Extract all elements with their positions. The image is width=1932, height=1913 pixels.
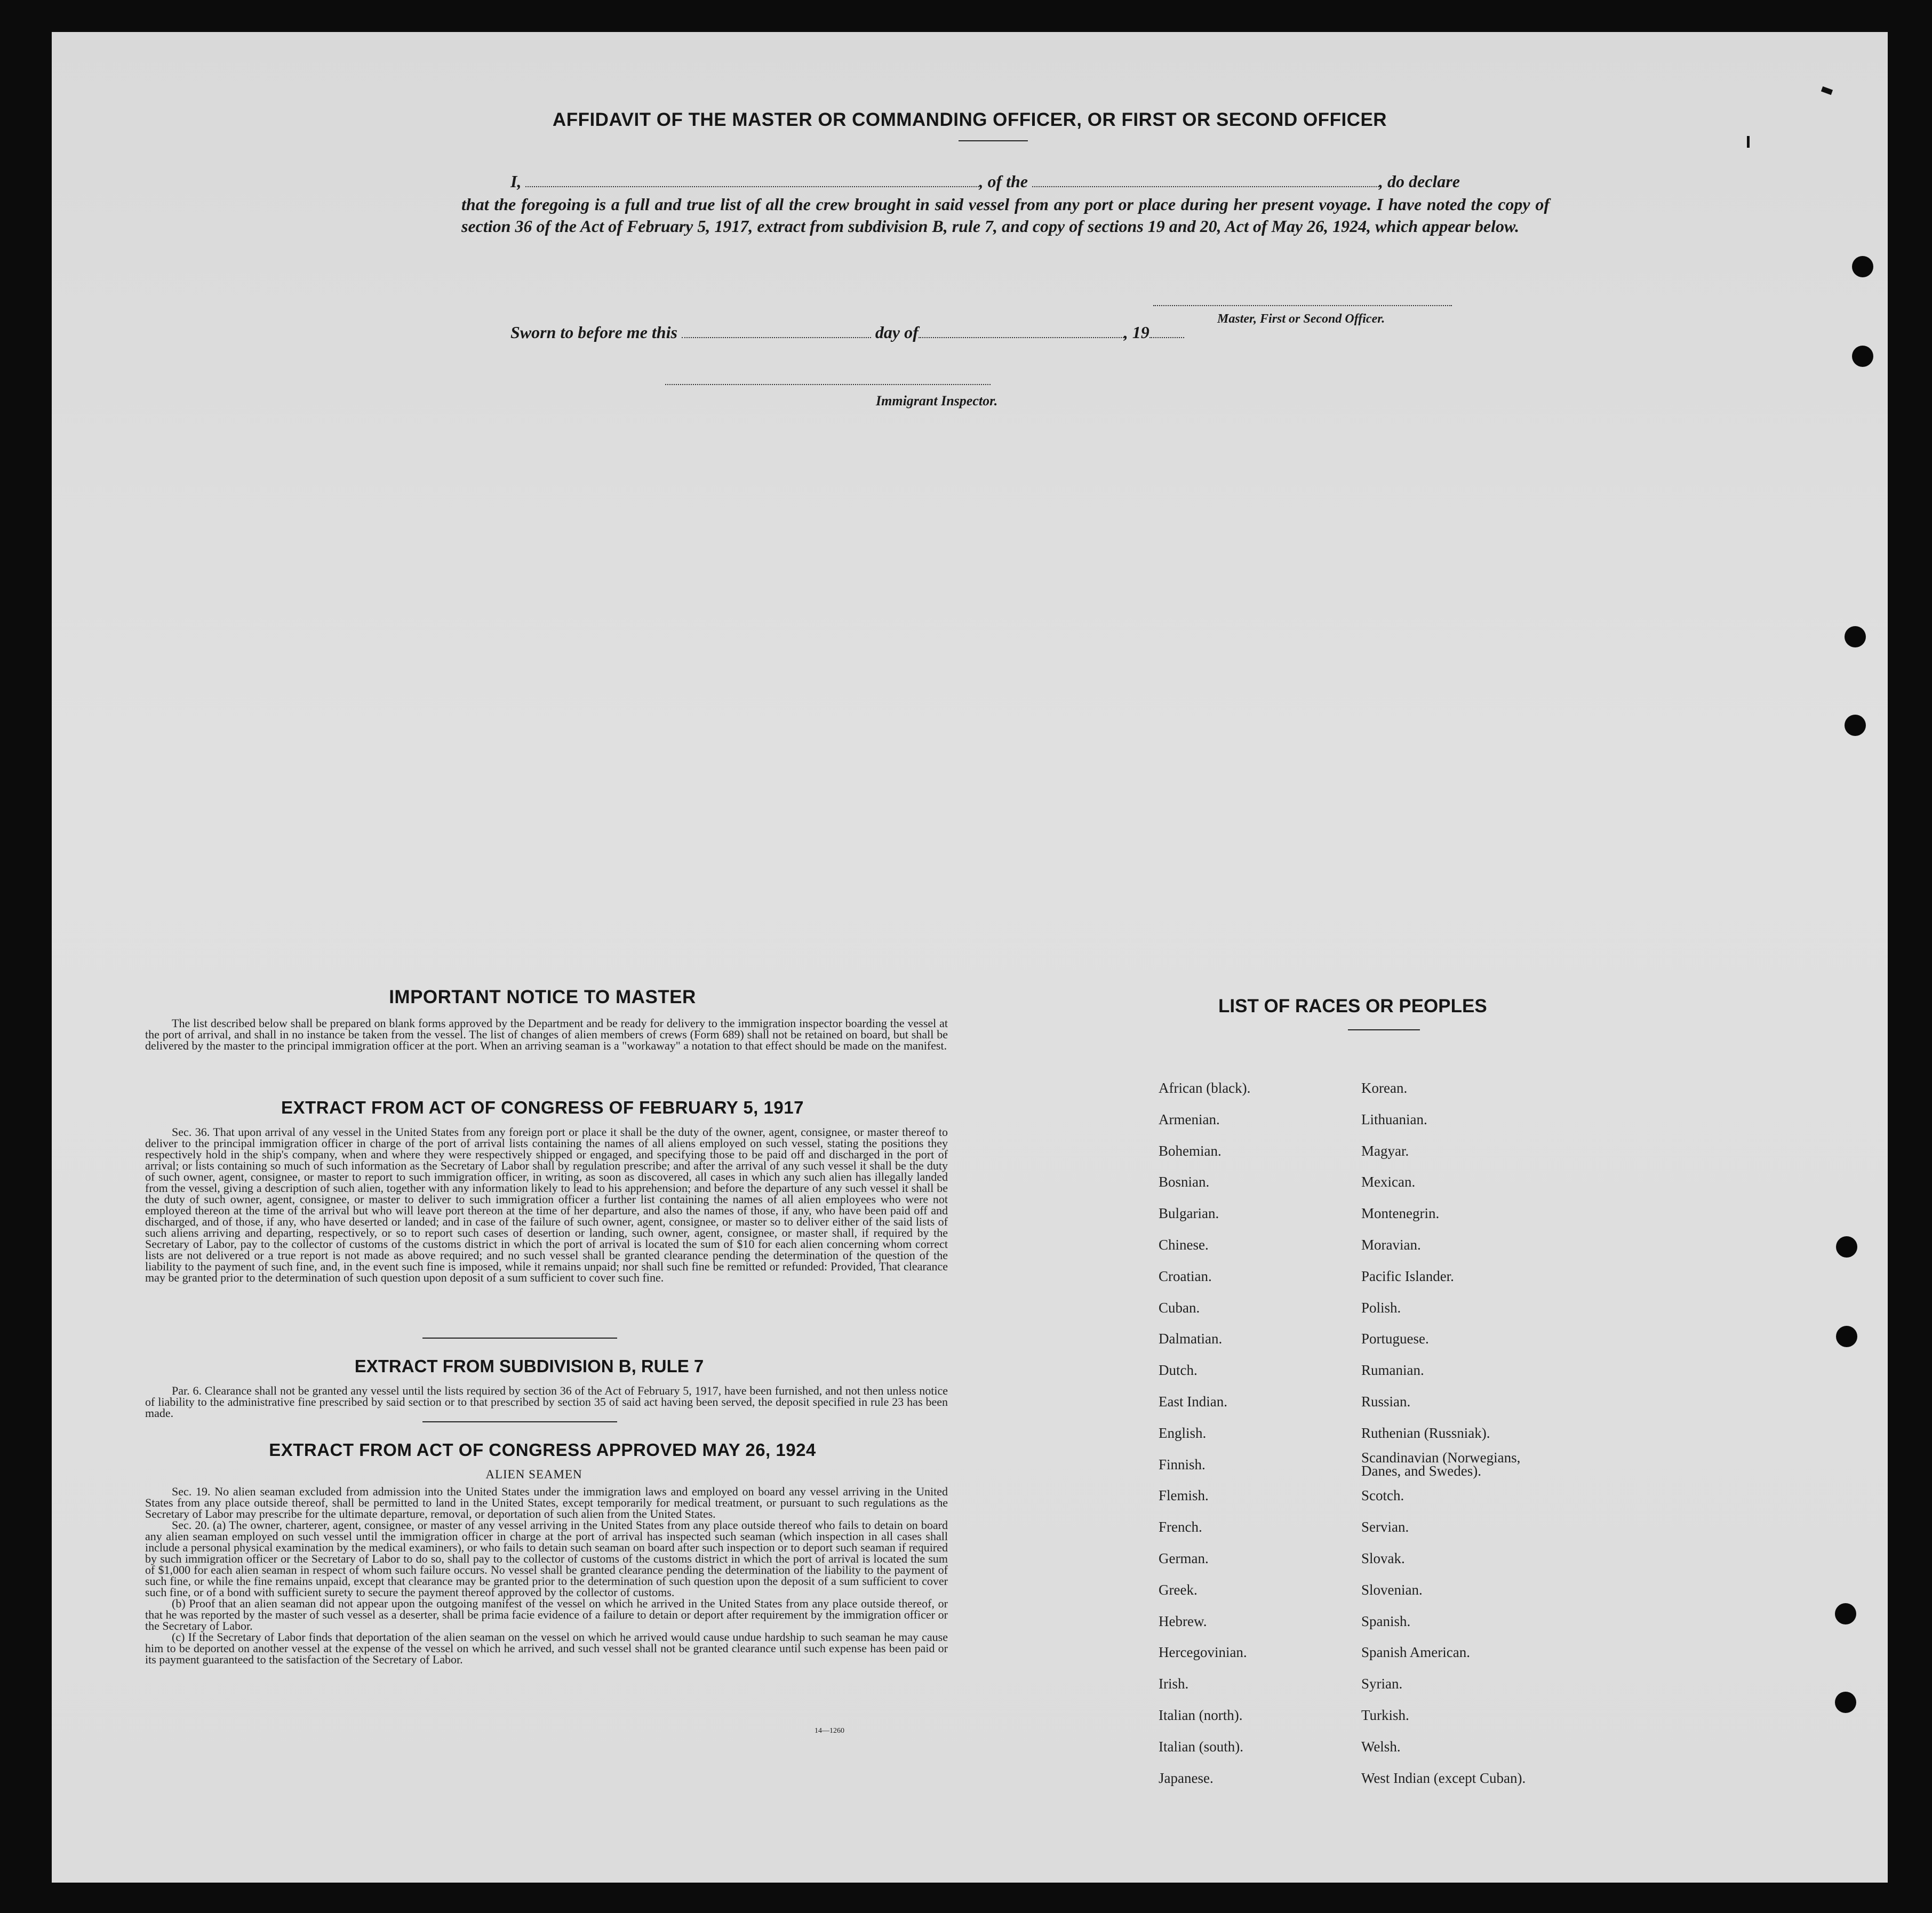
race-item: Pacific Islander. xyxy=(1361,1268,1454,1284)
binder-hole xyxy=(1845,626,1866,647)
race-item: Irish. xyxy=(1159,1676,1189,1692)
ink-mark xyxy=(1747,136,1750,148)
race-item: Hercegovinian. xyxy=(1159,1644,1247,1661)
race-item: Turkish. xyxy=(1361,1707,1409,1723)
extract-rule7-title: EXTRACT FROM SUBDIVISION B, RULE 7 xyxy=(354,1356,704,1376)
race-item: Montenegrin. xyxy=(1361,1205,1440,1222)
sworn-day-of: day of xyxy=(875,323,919,342)
inspector-signature-blank[interactable] xyxy=(665,384,991,385)
sec-20a-paragraph: Sec. 20. (a) The owner, charterer, agent, consignee, or master of any vessel arriving in the United States from any place outside thereof who fails to detain on board any alien seaman employed on such vessel until the immigration officer in charge at the port of arrival has inspected such seaman (which inspection in all cases shall include a personal physical examination by the medical examiners), or who fails to detain such seaman on board after such inspection or to deport such seaman if required by such immigration officer or the Secretary of Labor to do so, shall pay to the collector of customs of the customs district in which the port of arrival is located the sum of $1,000 for each alien seaman in respect of whom such failure occurs. No vessel shall be granted clearance pending the determination of the liability to the payment of such fine, or while the fine remains unpaid, except that clearance may be granted prior to the determination of such question upon the deposit of a sum sufficient to cover such fine, or of a bond with sufficient surety to secure the payment thereof approved by the collector of customs. xyxy=(145,1518,948,1599)
affidavit-title: AFFIDAVIT OF THE MASTER OR COMMANDING OFFICER, OR FIRST OR SECOND OFFICER xyxy=(552,109,1387,130)
sworn-line xyxy=(510,323,1184,342)
sworn-month-blank[interactable] xyxy=(919,337,1124,338)
sworn-prefix: Sworn to before me this xyxy=(510,323,677,342)
notice-title: IMPORTANT NOTICE TO MASTER xyxy=(389,987,696,1007)
race-item: Bosnian. xyxy=(1159,1174,1210,1190)
race-item: Russian. xyxy=(1361,1394,1411,1410)
race-item: Spanish American. xyxy=(1361,1644,1470,1661)
par-6-paragraph: Par. 6. Clearance shall not be granted any vessel until the lists required by section 36 of the Act of February 5, 1917, have been furnished, and not then unless notice of liability to the administrative fine prescribed by said section or to that prescribed by section 35 of said act having been served, the deposit specified in rule 23 has been made. xyxy=(145,1384,948,1420)
sec-20b-paragraph: (b) Proof that an alien seaman did not appear upon the outgoing manifest of the vessel on which he arrived in the United States from any place outside thereof, or that he was reported by the master of such vessel as a deserter, shall be prima facie evidence of a failure to detain or deport after requirement by the immigration officer or the Secretary of Labor. xyxy=(145,1597,948,1632)
race-item: Korean. xyxy=(1361,1080,1408,1096)
affidavit-title-rule xyxy=(959,140,1028,141)
race-item: Scandinavian (Norwegians, Danes, and Swedes). xyxy=(1361,1449,1521,1479)
race-item: Slovenian. xyxy=(1361,1581,1423,1598)
race-item: East Indian. xyxy=(1159,1394,1227,1410)
declarant-name-blank[interactable] xyxy=(525,186,979,187)
race-item: West Indian (except Cuban). xyxy=(1361,1770,1526,1786)
race-item: German. xyxy=(1159,1550,1209,1566)
race-item: Dalmatian. xyxy=(1159,1331,1223,1347)
race-item: Welsh. xyxy=(1361,1738,1401,1755)
binder-hole xyxy=(1836,1236,1857,1258)
vessel-prefix: , of the xyxy=(979,172,1028,191)
race-item: Portuguese. xyxy=(1361,1331,1429,1347)
race-item: Rumanian. xyxy=(1361,1362,1424,1379)
extract-1917-title: EXTRACT FROM ACT OF CONGRESS OF FEBRUARY 5, 1917 xyxy=(281,1098,804,1117)
binder-hole xyxy=(1835,1692,1856,1713)
race-item: Ruthenian (Russniak). xyxy=(1361,1424,1490,1441)
race-item: Lithuanian. xyxy=(1361,1111,1427,1127)
affidavit-body: that the foregoing is a full and true list of all the crew brought in said vessel from any port or place during her present voyage. I have noted the copy of section 36 of the Act of February 5, 1917, extract from subdivision B, rule 7, and copy of sections 19 and 20, Act of May 26, 1924, which appear below. xyxy=(461,195,1550,236)
race-item: Bulgarian. xyxy=(1159,1205,1219,1222)
race-item: Syrian. xyxy=(1361,1676,1403,1692)
race-item: Croatian. xyxy=(1159,1268,1212,1284)
sworn-day-blank[interactable] xyxy=(682,337,871,338)
form-sheet xyxy=(52,32,1888,1883)
race-item: Scotch. xyxy=(1361,1487,1404,1504)
race-item: Hebrew. xyxy=(1159,1613,1207,1629)
race-item: Slovak. xyxy=(1361,1550,1405,1566)
sworn-year: , 19 xyxy=(1123,323,1149,342)
divider-rule-2 xyxy=(422,1421,617,1422)
binder-hole xyxy=(1845,715,1866,736)
race-item: Finnish. xyxy=(1159,1456,1205,1472)
race-item: Armenian. xyxy=(1159,1111,1220,1127)
race-item: Moravian. xyxy=(1361,1237,1421,1253)
race-item: Chinese. xyxy=(1159,1237,1209,1253)
race-item: African (black). xyxy=(1159,1080,1251,1096)
sec-20c-paragraph: (c) If the Secretary of Labor finds that deportation of the alien seaman on the vessel on which he arrived would cause undue hardship to such seaman he may cause him to be deported on another vessel at the expense of the vessel on which he arrived, and such vessel shall not be granted clearance until such expense has been paid or its payment guaranteed to the satisfaction of the Secretary of Labor. xyxy=(145,1630,948,1666)
notice-paragraph: The list described below shall be prepared on blank forms approved by the Department and be ready for delivery to the immigration inspector boarding the vessel at the port of arrival, and shall in no instance be taken from the vessel. The list of changes of alien members of crews (Form 689) shall not be retained on board, but shall be delivered by the master to the principal immigration officer at the port. When an arriving seaman is a "workaway" a notation to that effect should be made on the manifest. xyxy=(145,1016,948,1052)
affidavit-declaration-line xyxy=(510,172,1551,191)
master-signature-label: Master, First or Second Officer. xyxy=(1217,312,1385,326)
race-item: Spanish. xyxy=(1361,1613,1411,1629)
race-item: Polish. xyxy=(1361,1299,1401,1316)
extract-1917-text xyxy=(145,1126,948,1283)
extract-1924-text xyxy=(145,1486,948,1665)
master-signature-blank[interactable] xyxy=(1153,305,1452,306)
sec-36-paragraph: Sec. 36. That upon arrival of any vessel in the United States from any foreign port or place it shall be the duty of the owner, agent, consignee, or master thereof to deliver to the principal immigration officer in charge of the port of arrival lists containing the names of all aliens employed on such vessel, stating the positions they respectively hold in the ship's company, when and where they were respectively shipped or engaged, and specifying those to be paid off and discharged in the port of arrival; or lists containing so much of such information as the Secretary of Labor shall by regulation prescribe; and after the arrival of any such vessel it shall be the duty of such owner, agent, consignee, or master to report to such immigration officer, in writing, as soon as discovered, all cases in which any such alien has illegally landed from the vessel, giving a description of such alien, together with any information likely to lead to his apprehension; and before the departure of any such vessel it shall be the duty of such owner, agent, consignee, or master to deliver to such immigration officer a further list containing the names of all alien employees who were not employed thereon at the time of the arrival but who will leave port thereon at the time of her departure, and also the names of those, if any, who have been paid off and discharged, and of those, if any, who have deserted or landed; and in case of the failure of such owner, agent, consignee, or master so to deliver either of the said lists of such aliens arriving and departing, respectively, or so to report such cases of desertion or landing, such owner, agent, consignee, or master shall, if required by the Secretary of Labor, pay to the collector of customs of the customs district in which the port of arrival is located the sum of $10 for each alien concerning whom correct lists are not delivered or a true report is not made as above required; and no such vessel shall be granted clearance pending the determination of the question of the liability to the payment of such fine, and, in the event such fine is imposed, while it remains unpaid; nor shall such fine be remitted or refunded: Provided, That clearance may be granted prior to the determination of such question upon deposit of a sum sufficient to cover such fine. xyxy=(145,1125,948,1284)
binder-hole xyxy=(1852,346,1873,367)
race-item: Italian (north). xyxy=(1159,1707,1243,1723)
race-item: Italian (south). xyxy=(1159,1738,1243,1755)
notice-text xyxy=(145,1018,948,1051)
race-item: Magyar. xyxy=(1361,1142,1409,1159)
declare-suffix: , do declare xyxy=(1379,172,1460,191)
binder-hole xyxy=(1835,1603,1856,1624)
binder-hole xyxy=(1836,1326,1857,1347)
race-item: Cuban. xyxy=(1159,1299,1200,1316)
races-title: LIST OF RACES OR PEOPLES xyxy=(1218,996,1487,1016)
vessel-name-blank[interactable] xyxy=(1032,186,1379,187)
extract-rule7-text xyxy=(145,1385,948,1419)
inspector-label: Immigrant Inspector. xyxy=(876,393,998,409)
divider-rule-1 xyxy=(422,1338,617,1339)
race-item: Greek. xyxy=(1159,1581,1197,1598)
declarant-prefix: I, xyxy=(510,172,522,191)
race-item: Bohemian. xyxy=(1159,1142,1222,1159)
form-number: 14—1260 xyxy=(815,1727,844,1735)
race-item: Servian. xyxy=(1361,1519,1409,1535)
sworn-year-blank[interactable] xyxy=(1149,337,1184,338)
races-title-rule xyxy=(1348,1029,1420,1030)
race-item: English. xyxy=(1159,1424,1207,1441)
extract-1924-title: EXTRACT FROM ACT OF CONGRESS APPROVED MAY 26, 1924 xyxy=(269,1440,816,1460)
race-item: Mexican. xyxy=(1361,1174,1416,1190)
binder-hole xyxy=(1852,256,1873,277)
alien-seamen-subtitle: ALIEN SEAMEN xyxy=(485,1468,582,1481)
race-item: Flemish. xyxy=(1159,1487,1209,1504)
sec-19-paragraph: Sec. 19. No alien seaman excluded from admission into the United States under the immigration laws and employed on board any vessel arriving in the United States from any place outside thereof, shall be permitted to land in the United States, except temporarily for medical treatment, or pursuant to such regulations as the Secretary of Labor may prescribe for the ultimate departure, removal, or deportation of such alien from the United States. xyxy=(145,1485,948,1520)
race-item: Dutch. xyxy=(1159,1362,1197,1379)
race-item: Japanese. xyxy=(1159,1770,1214,1786)
race-item: French. xyxy=(1159,1519,1202,1535)
